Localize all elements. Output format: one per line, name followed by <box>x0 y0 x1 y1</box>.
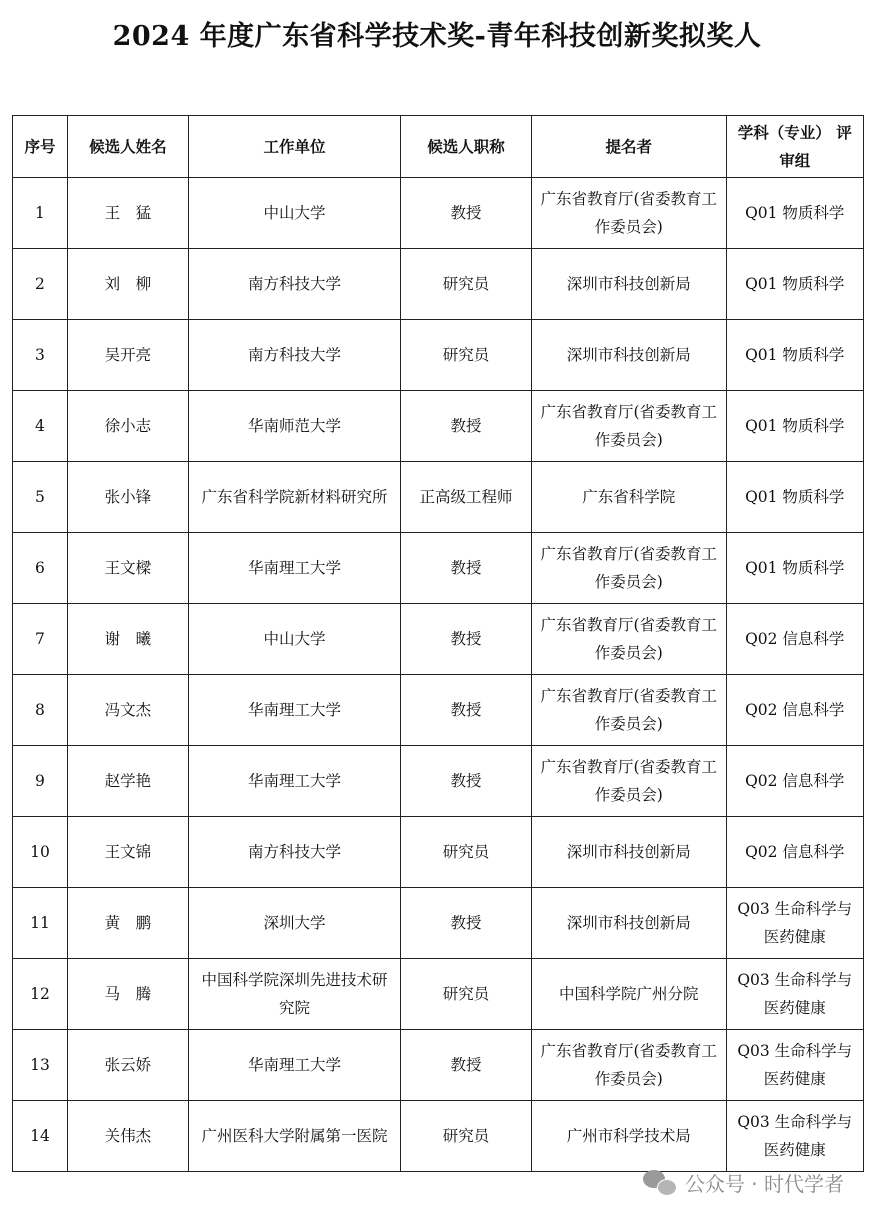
table-header-row <box>13 116 864 178</box>
header-group-line2: 评审组 <box>779 122 852 170</box>
cell-unit: 广州医科大学附属第一医院 <box>188 1101 400 1172</box>
header-unit: 工作单位 <box>188 116 400 178</box>
cell-unit: 深圳大学 <box>188 888 400 959</box>
table-row <box>13 888 864 959</box>
table-row <box>13 604 864 675</box>
cell-name: 赵学艳 <box>67 746 188 817</box>
table-row <box>13 1101 864 1172</box>
cell-rank: 研究员 <box>401 320 532 391</box>
watermark-text: 公众号 · 时代学者 <box>684 1172 844 1196</box>
table-row <box>13 320 864 391</box>
cell-rank: 教授 <box>401 1030 532 1101</box>
cell-unit: 华南师范大学 <box>188 391 400 462</box>
cell-group: Q03 生命科学与医药健康 <box>726 959 863 1030</box>
cell-nominator: 中国科学院广州分院 <box>531 959 726 1030</box>
table-row <box>13 178 864 249</box>
cell-unit: 南方科技大学 <box>188 249 400 320</box>
cell-rank: 教授 <box>401 178 532 249</box>
table-body <box>13 178 864 1172</box>
cell-name: 冯文杰 <box>67 675 188 746</box>
cell-unit: 南方科技大学 <box>188 817 400 888</box>
cell-name: 王文樑 <box>67 533 188 604</box>
awardee-table <box>12 115 864 1172</box>
watermark <box>643 1168 844 1197</box>
cell-group: Q01 物质科学 <box>726 462 863 533</box>
cell-no: 7 <box>13 604 68 675</box>
cell-unit: 华南理工大学 <box>188 746 400 817</box>
header-no: 序号 <box>13 116 68 178</box>
cell-nominator: 深圳市科技创新局 <box>531 320 726 391</box>
table-row <box>13 959 864 1030</box>
cell-rank: 教授 <box>401 391 532 462</box>
cell-name: 徐小志 <box>67 391 188 462</box>
cell-no: 4 <box>13 391 68 462</box>
header-rank: 候选人职称 <box>401 116 532 178</box>
cell-group: Q01 物质科学 <box>726 533 863 604</box>
cell-no: 3 <box>13 320 68 391</box>
cell-no: 6 <box>13 533 68 604</box>
cell-rank: 教授 <box>401 675 532 746</box>
cell-group: Q03 生命科学与医药健康 <box>726 1101 863 1172</box>
cell-nominator: 广东省教育厅(省委教育工作委员会) <box>531 1030 726 1101</box>
cell-name: 刘 柳 <box>67 249 188 320</box>
cell-rank: 研究员 <box>401 817 532 888</box>
cell-group: Q02 信息科学 <box>726 817 863 888</box>
cell-no: 9 <box>13 746 68 817</box>
cell-no: 10 <box>13 817 68 888</box>
cell-no: 2 <box>13 249 68 320</box>
cell-unit: 中山大学 <box>188 178 400 249</box>
cell-unit: 华南理工大学 <box>188 1030 400 1101</box>
cell-rank: 教授 <box>401 604 532 675</box>
cell-name: 王文锦 <box>67 817 188 888</box>
cell-no: 13 <box>13 1030 68 1101</box>
table-row <box>13 675 864 746</box>
cell-name: 张小锋 <box>67 462 188 533</box>
cell-nominator: 广东省教育厅(省委教育工作委员会) <box>531 178 726 249</box>
cell-group: Q02 信息科学 <box>726 604 863 675</box>
page-title: 2024 年度广东省科学技术奖-青年科技创新奖拟奖人 <box>112 21 762 52</box>
cell-rank: 研究员 <box>401 249 532 320</box>
cell-rank: 教授 <box>401 888 532 959</box>
cell-name: 黄 鹏 <box>67 888 188 959</box>
cell-unit: 华南理工大学 <box>188 533 400 604</box>
cell-name: 张云娇 <box>67 1030 188 1101</box>
cell-name: 吴开亮 <box>67 320 188 391</box>
cell-rank: 研究员 <box>401 1101 532 1172</box>
cell-no: 8 <box>13 675 68 746</box>
cell-no: 11 <box>13 888 68 959</box>
cell-nominator: 广东省教育厅(省委教育工作委员会) <box>531 391 726 462</box>
cell-group: Q02 信息科学 <box>726 675 863 746</box>
cell-group: Q01 物质科学 <box>726 320 863 391</box>
cell-rank: 教授 <box>401 746 532 817</box>
header-nominator: 提名者 <box>531 116 726 178</box>
cell-group: Q01 物质科学 <box>726 249 863 320</box>
cell-nominator: 广东省教育厅(省委教育工作委员会) <box>531 675 726 746</box>
cell-group: Q03 生命科学与医药健康 <box>726 1030 863 1101</box>
table-row <box>13 391 864 462</box>
wechat-icon <box>643 1170 677 1196</box>
cell-unit: 中国科学院深圳先进技术研究院 <box>188 959 400 1030</box>
cell-name: 关伟杰 <box>67 1101 188 1172</box>
cell-unit: 广东省科学院新材料研究所 <box>188 462 400 533</box>
cell-no: 12 <box>13 959 68 1030</box>
cell-unit: 南方科技大学 <box>188 320 400 391</box>
cell-no: 1 <box>13 178 68 249</box>
cell-nominator: 广东省教育厅(省委教育工作委员会) <box>531 604 726 675</box>
cell-nominator: 深圳市科技创新局 <box>531 888 726 959</box>
cell-nominator: 深圳市科技创新局 <box>531 249 726 320</box>
cell-nominator: 广东省教育厅(省委教育工作委员会) <box>531 533 726 604</box>
cell-group: Q01 物质科学 <box>726 178 863 249</box>
cell-nominator: 广东省教育厅(省委教育工作委员会) <box>531 746 726 817</box>
header-name: 候选人姓名 <box>67 116 188 178</box>
cell-no: 14 <box>13 1101 68 1172</box>
cell-no: 5 <box>13 462 68 533</box>
cell-rank: 教授 <box>401 533 532 604</box>
cell-unit: 中山大学 <box>188 604 400 675</box>
table-row <box>13 746 864 817</box>
table-row <box>13 249 864 320</box>
table-row <box>13 462 864 533</box>
table-row <box>13 817 864 888</box>
cell-name: 谢 曦 <box>67 604 188 675</box>
cell-unit: 华南理工大学 <box>188 675 400 746</box>
cell-name: 王 猛 <box>67 178 188 249</box>
cell-rank: 正高级工程师 <box>401 462 532 533</box>
cell-group: Q01 物质科学 <box>726 391 863 462</box>
cell-group: Q03 生命科学与医药健康 <box>726 888 863 959</box>
cell-nominator: 深圳市科技创新局 <box>531 817 726 888</box>
cell-nominator: 广州市科学技术局 <box>531 1101 726 1172</box>
cell-nominator: 广东省科学院 <box>531 462 726 533</box>
cell-group: Q02 信息科学 <box>726 746 863 817</box>
header-group-line1: 学科（专业） <box>737 122 831 142</box>
cell-rank: 研究员 <box>401 959 532 1030</box>
cell-name: 马 腾 <box>67 959 188 1030</box>
header-group <box>726 116 863 178</box>
table-row <box>13 533 864 604</box>
table-row <box>13 1030 864 1101</box>
